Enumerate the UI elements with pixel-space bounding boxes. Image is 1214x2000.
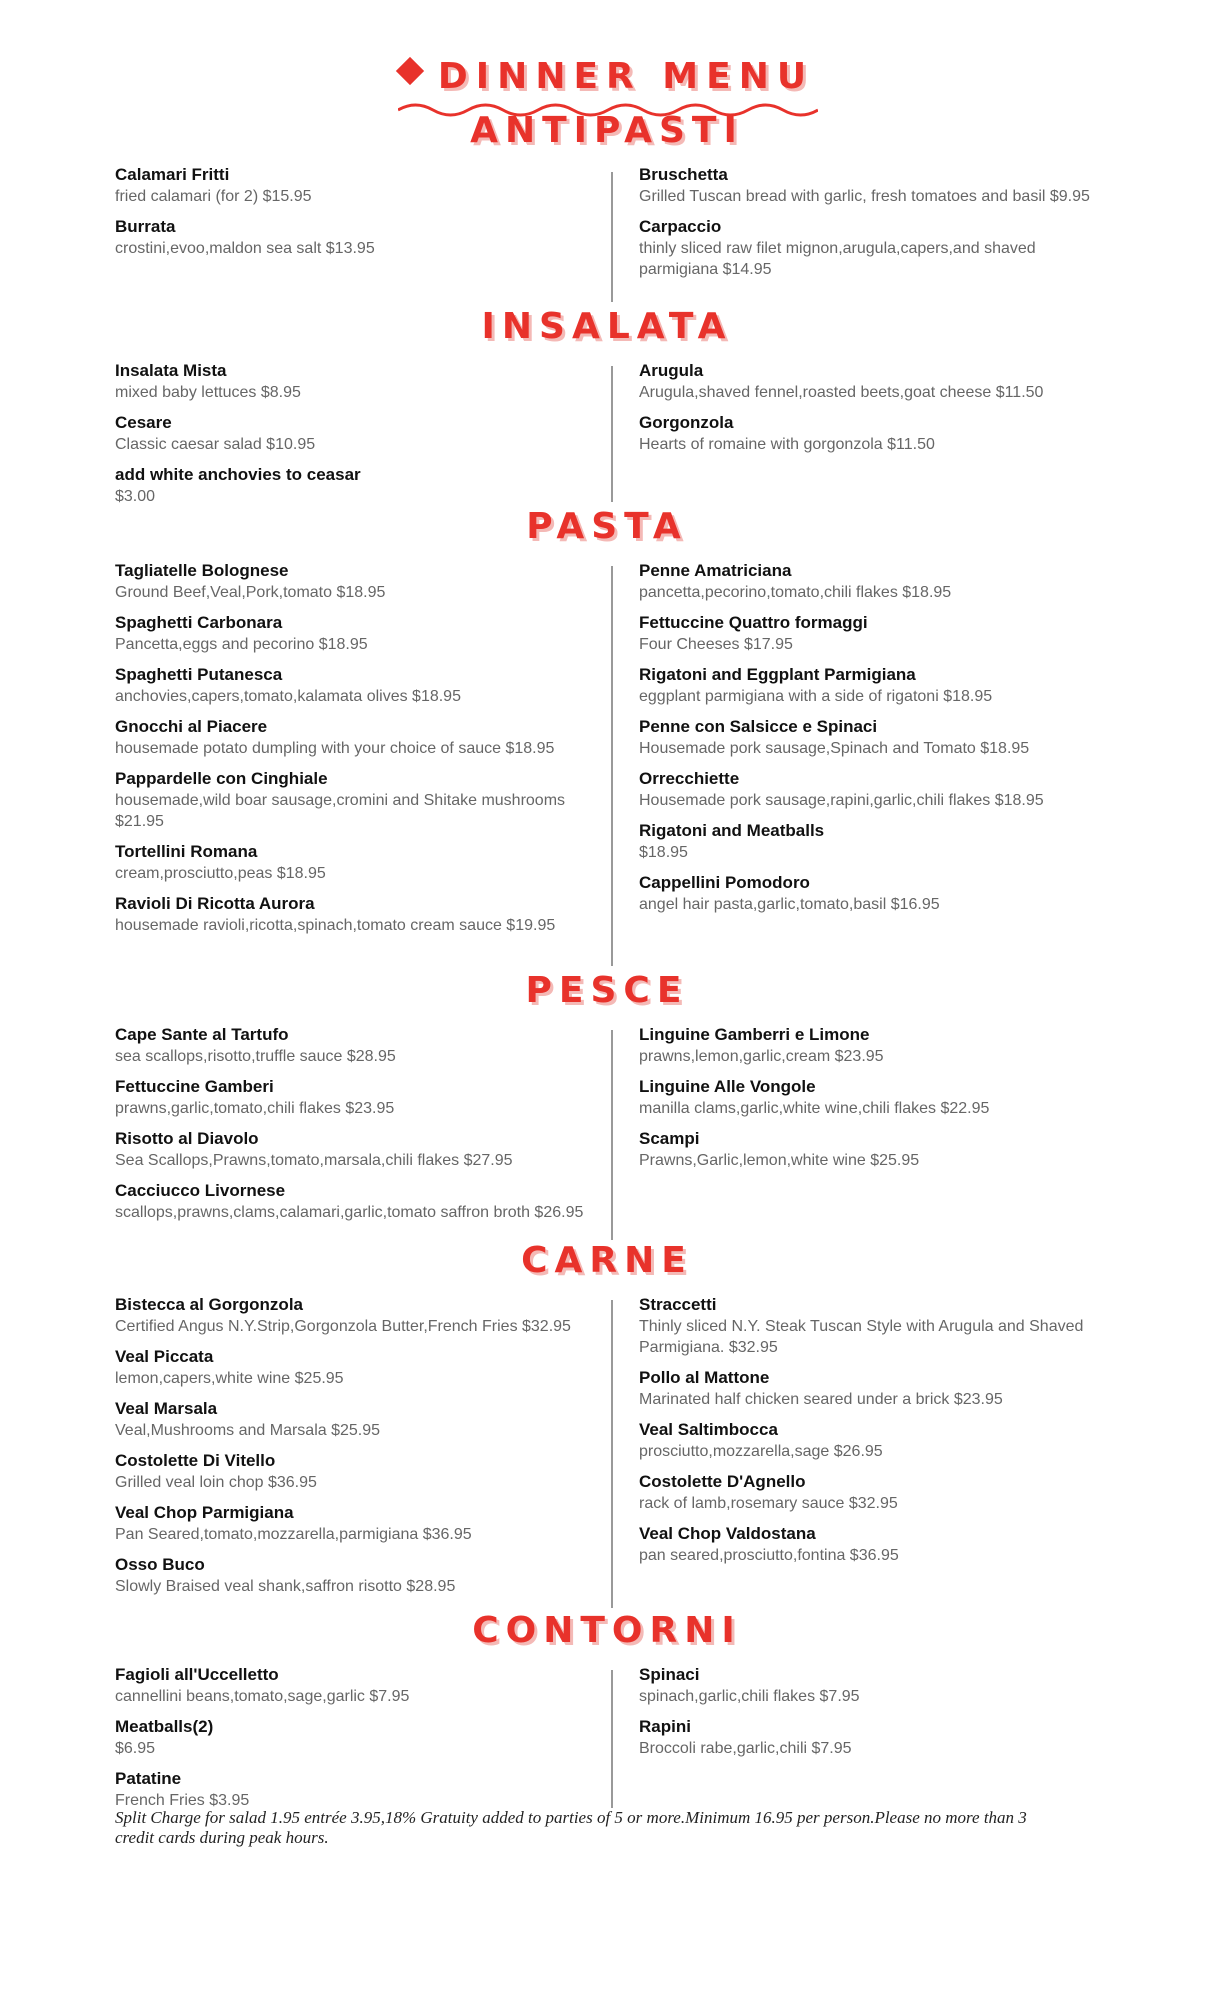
item-description: Prawns,Garlic,lemon,white wine $25.95 <box>639 1152 920 1169</box>
item-description: Certified Angus N.Y.Strip,Gorgonzola Butter,French Fries $32.95 <box>115 1318 571 1335</box>
menu-item <box>115 1502 585 1545</box>
item-description: Housemade pork sausage,Spinach and Tomato $18.95 <box>639 740 1030 757</box>
column-divider <box>611 1300 613 1608</box>
item-description: lemon,capers,white wine $25.95 <box>115 1370 344 1387</box>
contorni-right-column <box>639 1664 1109 1768</box>
column-divider <box>611 172 613 302</box>
section-heading-carne: CARNE <box>521 1240 693 1281</box>
item-name: Orrecchiette <box>639 769 740 788</box>
item-name: Arugula <box>639 361 704 380</box>
item-name: Rapini <box>639 1717 691 1736</box>
item-name: Gnocchi al Piacere <box>115 717 268 736</box>
menu-item <box>115 464 585 507</box>
menu-item <box>115 1128 585 1171</box>
item-name: Rigatoni and Eggplant Parmigiana <box>639 665 916 684</box>
menu-item <box>115 1554 585 1597</box>
menu-item <box>639 1128 1109 1171</box>
item-description: eggplant parmigiana with a side of rigatoni $18.95 <box>639 688 993 705</box>
item-name: Tagliatelle Bolognese <box>115 561 289 580</box>
item-name: Pollo al Mattone <box>639 1368 770 1387</box>
item-name: Carpaccio <box>639 217 722 236</box>
item-name: Burrata <box>115 217 176 236</box>
column-divider <box>611 1030 613 1240</box>
item-description: housemade ravioli,ricotta,spinach,tomato cream sauce $19.95 <box>115 917 556 934</box>
item-name: Veal Marsala <box>115 1399 218 1418</box>
item-name: Insalata Mista <box>115 361 227 380</box>
menu-item <box>639 1024 1109 1067</box>
item-description: fried calamari (for 2) $15.95 <box>115 188 312 205</box>
item-description: Broccoli rabe,garlic,chili $7.95 <box>639 1740 852 1757</box>
item-description: housemade potato dumpling with your choice of sauce $18.95 <box>115 740 555 757</box>
menu-item <box>639 412 1109 455</box>
item-name: Patatine <box>115 1769 182 1788</box>
menu-item <box>115 716 585 759</box>
item-name: Meatballs(2) <box>115 1717 214 1736</box>
section-heading-antipasti: ANTIPASTI <box>470 110 744 151</box>
menu-item <box>115 768 585 832</box>
item-name: Fagioli all'Uccelletto <box>115 1665 279 1684</box>
item-description: Classic caesar salad $10.95 <box>115 436 316 453</box>
menu-item <box>639 612 1109 655</box>
menu-item <box>115 612 585 655</box>
section-heading-contorni: CONTORNI <box>472 1610 742 1651</box>
menu-item <box>115 1768 585 1811</box>
menu-item <box>115 1346 585 1389</box>
section-heading-insalata: INSALATA <box>481 306 733 347</box>
item-description: Arugula,shaved fennel,roasted beets,goat cheese $11.50 <box>639 384 1044 401</box>
item-name: Spaghetti Putanesca <box>115 665 283 684</box>
item-description: Grilled veal loin chop $36.95 <box>115 1474 317 1491</box>
item-description: cream,prosciutto,peas $18.95 <box>115 865 326 882</box>
item-description: Marinated half chicken seared under a brick $23.95 <box>639 1391 1003 1408</box>
item-name: Osso Buco <box>115 1555 205 1574</box>
menu-item <box>639 1471 1109 1514</box>
item-description: prawns,lemon,garlic,cream $23.95 <box>639 1048 884 1065</box>
menu-item <box>639 768 1109 811</box>
item-description: Ground Beef,Veal,Pork,tomato $18.95 <box>115 584 386 601</box>
item-description: $3.00 <box>115 488 156 505</box>
carne-right-column <box>639 1294 1109 1575</box>
item-name: Fettuccine Gamberi <box>115 1077 274 1096</box>
pasta-right-column <box>639 560 1109 924</box>
item-description: housemade,wild boar sausage,cromini and Shitake mushrooms $21.95 <box>115 792 566 830</box>
item-description: Pancetta,eggs and pecorino $18.95 <box>115 636 368 653</box>
item-name: Veal Piccata <box>115 1347 214 1366</box>
item-description: prawns,garlic,tomato,chili flakes $23.95 <box>115 1100 395 1117</box>
menu-item <box>639 1076 1109 1119</box>
menu-item <box>115 412 585 455</box>
item-name: Bruschetta <box>639 165 728 184</box>
item-description: angel hair pasta,garlic,tomato,basil $16.95 <box>639 896 940 913</box>
item-name: Costolette Di Vitello <box>115 1451 276 1470</box>
menu-item <box>639 820 1109 863</box>
item-name: add white anchovies to ceasar <box>115 465 361 484</box>
item-name: Penne Amatriciana <box>639 561 792 580</box>
menu-item <box>639 164 1109 207</box>
item-description: Hearts of romaine with gorgonzola $11.50 <box>639 436 935 453</box>
item-description: cannellini beans,tomato,sage,garlic $7.95 <box>115 1688 410 1705</box>
item-name: Veal Chop Valdostana <box>639 1524 816 1543</box>
item-name: Veal Saltimbocca <box>639 1420 778 1439</box>
insalata-right-column <box>639 360 1109 464</box>
menu-item <box>639 1367 1109 1410</box>
item-name: Cappellini Pomodoro <box>639 873 810 892</box>
item-name: Cacciucco Livornese <box>115 1181 286 1200</box>
menu-item <box>115 841 585 884</box>
item-description: spinach,garlic,chili flakes $7.95 <box>639 1688 860 1705</box>
item-name: Veal Chop Parmigiana <box>115 1503 294 1522</box>
menu-item <box>639 716 1109 759</box>
menu-item <box>639 560 1109 603</box>
item-name: Pappardelle con Cinghiale <box>115 769 328 788</box>
item-description: pancetta,pecorino,tomato,chili flakes $18.95 <box>639 584 952 601</box>
item-name: Penne con Salsicce e Spinaci <box>639 717 878 736</box>
item-name: Linguine Gamberri e Limone <box>639 1025 870 1044</box>
menu-item <box>115 360 585 403</box>
item-name: Tortellini Romana <box>115 842 258 861</box>
menu-item <box>639 216 1109 280</box>
item-name: Straccetti <box>639 1295 717 1314</box>
item-description: Four Cheeses $17.95 <box>639 636 793 653</box>
item-description: scallops,prawns,clams,calamari,garlic,tomato saffron broth $26.95 <box>115 1204 584 1221</box>
menu-item <box>639 1716 1109 1759</box>
section-heading-pasta: PASTA <box>526 506 688 547</box>
menu-item <box>115 1450 585 1493</box>
item-name: Spaghetti Carbonara <box>115 613 283 632</box>
item-description: Sea Scallops,Prawns,tomato,marsala,chili flakes $27.95 <box>115 1152 513 1169</box>
menu-item <box>639 1664 1109 1707</box>
item-name: Risotto al Diavolo <box>115 1129 259 1148</box>
menu-item <box>115 664 585 707</box>
item-description: crostini,evoo,maldon sea salt $13.95 <box>115 240 375 257</box>
item-name: Spinaci <box>639 1665 700 1684</box>
menu-item <box>639 1419 1109 1462</box>
menu-title-text: DINNER MENU <box>437 56 815 97</box>
column-divider <box>611 566 613 966</box>
menu-item <box>639 664 1109 707</box>
antipasti-left-column <box>115 164 585 268</box>
item-description: Grilled Tuscan bread with garlic, fresh tomatoes and basil $9.95 <box>639 188 1090 205</box>
menu-item <box>115 1716 585 1759</box>
menu-item <box>115 1076 585 1119</box>
item-name: Costolette D'Agnello <box>639 1472 806 1491</box>
menu-item <box>115 560 585 603</box>
item-name: Cape Sante al Tartufo <box>115 1025 289 1044</box>
item-description: rack of lamb,rosemary sauce $32.95 <box>639 1495 898 1512</box>
menu-item <box>639 872 1109 915</box>
item-name: Ravioli Di Ricotta Aurora <box>115 894 315 913</box>
menu-item <box>639 1523 1109 1566</box>
carne-left-column <box>115 1294 585 1606</box>
policy-footnote: Split Charge for salad 1.95 entrée 3.95,18% Gratuity added to parties of 5 or more.Minimum 16.95 per person.Please no more than 3 credit cards during peak hours. <box>115 1808 1027 1847</box>
item-description: manilla clams,garlic,white wine,chili flakes $22.95 <box>639 1100 990 1117</box>
item-description: $6.95 <box>115 1740 156 1757</box>
menu-item <box>115 893 585 936</box>
item-description: anchovies,capers,tomato,kalamata olives $18.95 <box>115 688 461 705</box>
menu-item <box>115 1664 585 1707</box>
item-name: Scampi <box>639 1129 700 1148</box>
item-description: sea scallops,risotto,truffle sauce $28.95 <box>115 1048 396 1065</box>
diamond-icon <box>396 56 424 84</box>
item-description: mixed baby lettuces $8.95 <box>115 384 301 401</box>
item-description: Pan Seared,tomato,mozzarella,parmigiana $36.95 <box>115 1526 472 1543</box>
item-description: French Fries $3.95 <box>115 1792 250 1809</box>
item-name: Calamari Fritti <box>115 165 230 184</box>
item-description: pan seared,prosciutto,fontina $36.95 <box>639 1547 899 1564</box>
menu-item <box>115 1024 585 1067</box>
menu-item <box>115 164 585 207</box>
section-heading-pesce: PESCE <box>525 970 689 1011</box>
item-name: Bistecca al Gorgonzola <box>115 1295 303 1314</box>
pesce-right-column <box>639 1024 1109 1180</box>
item-description: thinly sliced raw filet mignon,arugula,capers,and shaved parmigiana $14.95 <box>639 240 1036 278</box>
antipasti-right-column <box>639 164 1109 289</box>
insalata-left-column <box>115 360 585 516</box>
item-name: Linguine Alle Vongole <box>639 1077 816 1096</box>
pesce-left-column <box>115 1024 585 1232</box>
menu-title <box>0 56 1214 106</box>
item-description: prosciutto,mozzarella,sage $26.95 <box>639 1443 883 1460</box>
menu-item <box>639 360 1109 403</box>
item-name: Cesare <box>115 413 172 432</box>
item-description: $18.95 <box>639 844 688 861</box>
menu-item <box>115 1398 585 1441</box>
menu-item <box>639 1294 1109 1358</box>
item-name: Rigatoni and Meatballs <box>639 821 825 840</box>
menu-item <box>115 1180 585 1223</box>
item-description: Housemade pork sausage,rapini,garlic,chili flakes $18.95 <box>639 792 1044 809</box>
item-name: Gorgonzola <box>639 413 734 432</box>
menu-item <box>115 216 585 259</box>
column-divider <box>611 1670 613 1808</box>
item-description: Veal,Mushrooms and Marsala $25.95 <box>115 1422 381 1439</box>
item-description: Slowly Braised veal shank,saffron risotto $28.95 <box>115 1578 456 1595</box>
item-description: Thinly sliced N.Y. Steak Tuscan Style with Arugula and Shaved Parmigiana. $32.95 <box>639 1318 1084 1356</box>
contorni-left-column <box>115 1664 585 1820</box>
pasta-left-column <box>115 560 585 945</box>
item-name: Fettuccine Quattro formaggi <box>639 613 868 632</box>
column-divider <box>611 366 613 502</box>
menu-item <box>115 1294 585 1337</box>
